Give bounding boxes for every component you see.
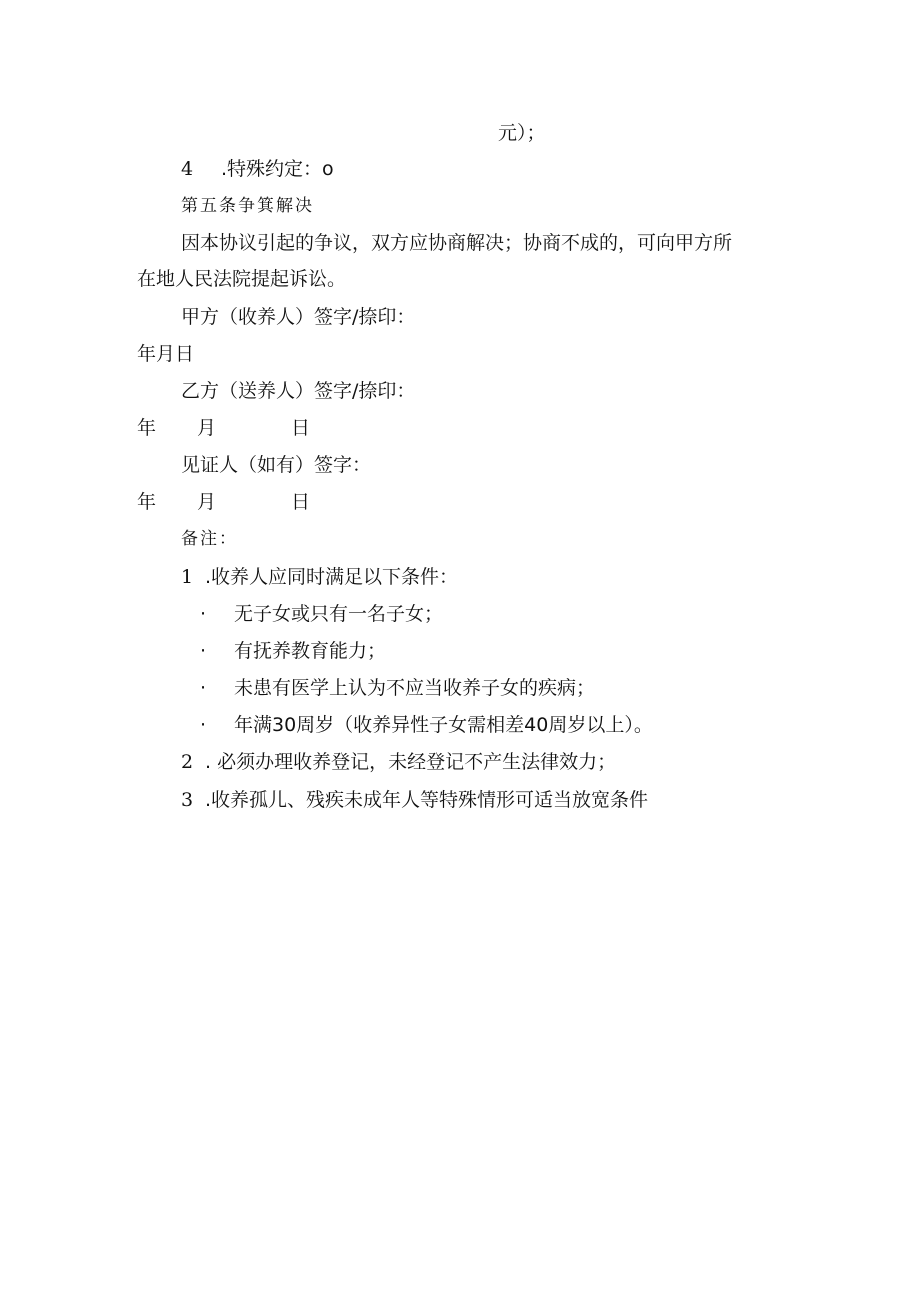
condition-bullet-2 [200,639,386,663]
condition-bullet-1 [200,602,443,626]
note-1-text: .收养人应同时满足以下条件： [205,566,459,588]
bullet-symbol: · [200,640,207,662]
condition-bullet-4 [200,713,653,737]
item-4 [181,157,334,181]
note-1-number: 1 [181,566,194,588]
remarks-title: 备注： [181,529,238,549]
witness-signature-label: 见证人（如有）签字： [181,454,372,476]
note-3 [181,788,648,812]
condition-text: 未患有医学上认为不应当收养子女的疾病； [234,677,596,699]
note-2-number: 2 [181,751,194,773]
party-a-signature-label: 甲方（收养人）签字/捺印： [181,306,416,328]
note-2 [181,750,616,774]
witness-date-month: 月 [197,491,217,513]
item-4-number: 4 [181,158,194,180]
party-b-date [137,416,311,440]
condition-text: 有抚养教育能力； [234,640,387,662]
dispute-clause-line-1: 因本协议引起的争议，双方应协商解决；协商不成的，可向甲方所 [181,232,733,254]
witness-date-year: 年 [137,491,157,513]
note-3-number: 3 [181,789,194,811]
note-3-text: .收养孤儿、残疾未成年人等特殊情形可适当放宽条件 [205,789,649,811]
party-a-date: 年月日 [137,343,195,365]
condition-bullet-3 [200,676,595,700]
bullet-symbol: · [200,677,207,699]
condition-text: 无子女或只有一名子女； [234,603,444,625]
note-1 [181,565,458,589]
bullet-symbol: · [200,603,207,625]
witness-date [137,490,311,514]
condition-text: 年满30周岁（收养异性子女需相差40周岁以上）。 [234,714,653,736]
dispute-clause-line-2: 在地人民法院提起诉讼。 [137,268,347,290]
yuan-line: 元）； [498,122,546,144]
party-b-date-month: 月 [197,417,217,439]
bullet-symbol: · [200,714,207,736]
party-b-signature-label: 乙方（送养人）签字/捺印： [181,380,416,402]
item-4-text: .特殊约定：o [221,158,334,180]
party-b-date-year: 年 [137,417,157,439]
witness-date-day: 日 [291,491,311,513]
note-2-text: . 必须办理收养登记，未经登记不产生法律效力； [205,751,617,773]
party-b-date-day: 日 [291,417,311,439]
article-5-title: 第五条争箕解决 [181,196,314,216]
